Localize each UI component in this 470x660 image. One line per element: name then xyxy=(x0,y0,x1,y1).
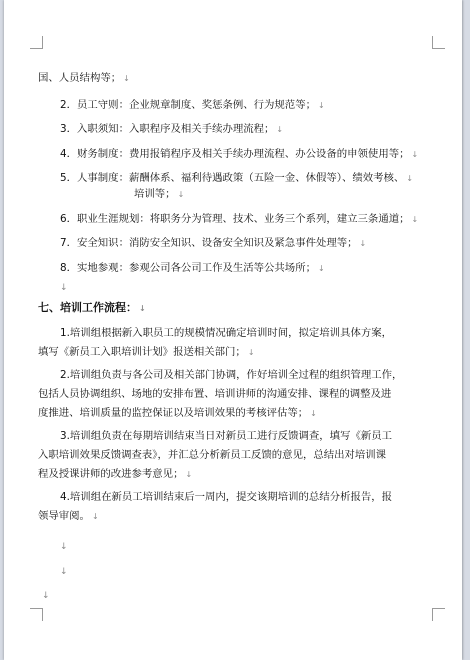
text-line: 国、人员结构等； ↓ xyxy=(38,72,130,84)
paragraph-line: 度推进、培训质量的监控保证以及培训效果的考核评估等； ↓ xyxy=(38,407,317,419)
paragraph-line: 领导审阅。 ↓ xyxy=(38,510,99,522)
paragraph-line: 4.培训组在新员工培训结束后一周内，提交该期培训的总结分析报告，报 xyxy=(60,491,393,503)
paragraph-line: 程及授课讲师的改进参考意见； ↓ xyxy=(38,468,193,480)
crop-mark-top-right xyxy=(432,36,445,49)
list-item: 7．安全知识：消防安全知识、设备安全知识及紧急事件处理等； ↓ xyxy=(60,237,367,249)
empty-paragraph: ↓ xyxy=(60,542,68,552)
document-page xyxy=(4,0,462,660)
crop-mark-top-left xyxy=(30,36,43,49)
paragraph-line: 1.培训组根据新入职员工的规模情况确定培训时间，拟定培训具体方案， xyxy=(60,327,393,339)
paragraph-line: 填写《新员工入职培训计划》报送相关部门； ↓ xyxy=(38,346,255,358)
list-item-continuation: 培训等； ↓ xyxy=(134,188,185,200)
list-item: 4．财务制度：费用报销程序及相关手续办理流程、办公设备的申领使用等； ↓ xyxy=(60,148,419,160)
list-item: 5．人事制度：薪酬体系、福利待遇政策（五险一金、休假等）、绩效考核、 ↓ xyxy=(60,172,414,184)
crop-mark-bottom-right xyxy=(432,608,445,621)
empty-paragraph: ↓ xyxy=(42,591,50,601)
empty-paragraph: ↓ xyxy=(60,567,68,577)
paragraph-line: 包括人员协调组织、场地的安排布置、培训讲师的沟通安排、课程的调整及进 xyxy=(38,388,392,400)
section-heading: 七、培训工作流程： ↓ xyxy=(38,301,146,314)
paragraph-line: 入职培训效果反馈调查表》，并汇总分析新员工反馈的意见，总结出对培训课 xyxy=(38,449,387,461)
list-item: 3．入职须知：入职程序及相关手续办理流程； ↓ xyxy=(60,123,284,135)
list-item: 2．员工守则：企业规章制度、奖惩条例、行为规范等； ↓ xyxy=(60,99,325,111)
crop-mark-bottom-left xyxy=(30,608,43,621)
empty-paragraph: ↓ xyxy=(60,283,68,293)
list-item: 6．职业生涯规划：将职务分为管理、技术、业务三个系列，建立三条通道； ↓ xyxy=(60,213,419,225)
paragraph-line: 3.培训组负责在每期培训结束当日对新员工进行反馈调查，填写《新员工 xyxy=(60,430,393,442)
paragraph-line: 2.培训组负责与各公司及相关部门协调，作好培训全过程的组织管理工作， xyxy=(60,369,403,381)
list-item: 8．实地参观：参观公司各公司工作及生活等公共场所； ↓ xyxy=(60,262,325,274)
